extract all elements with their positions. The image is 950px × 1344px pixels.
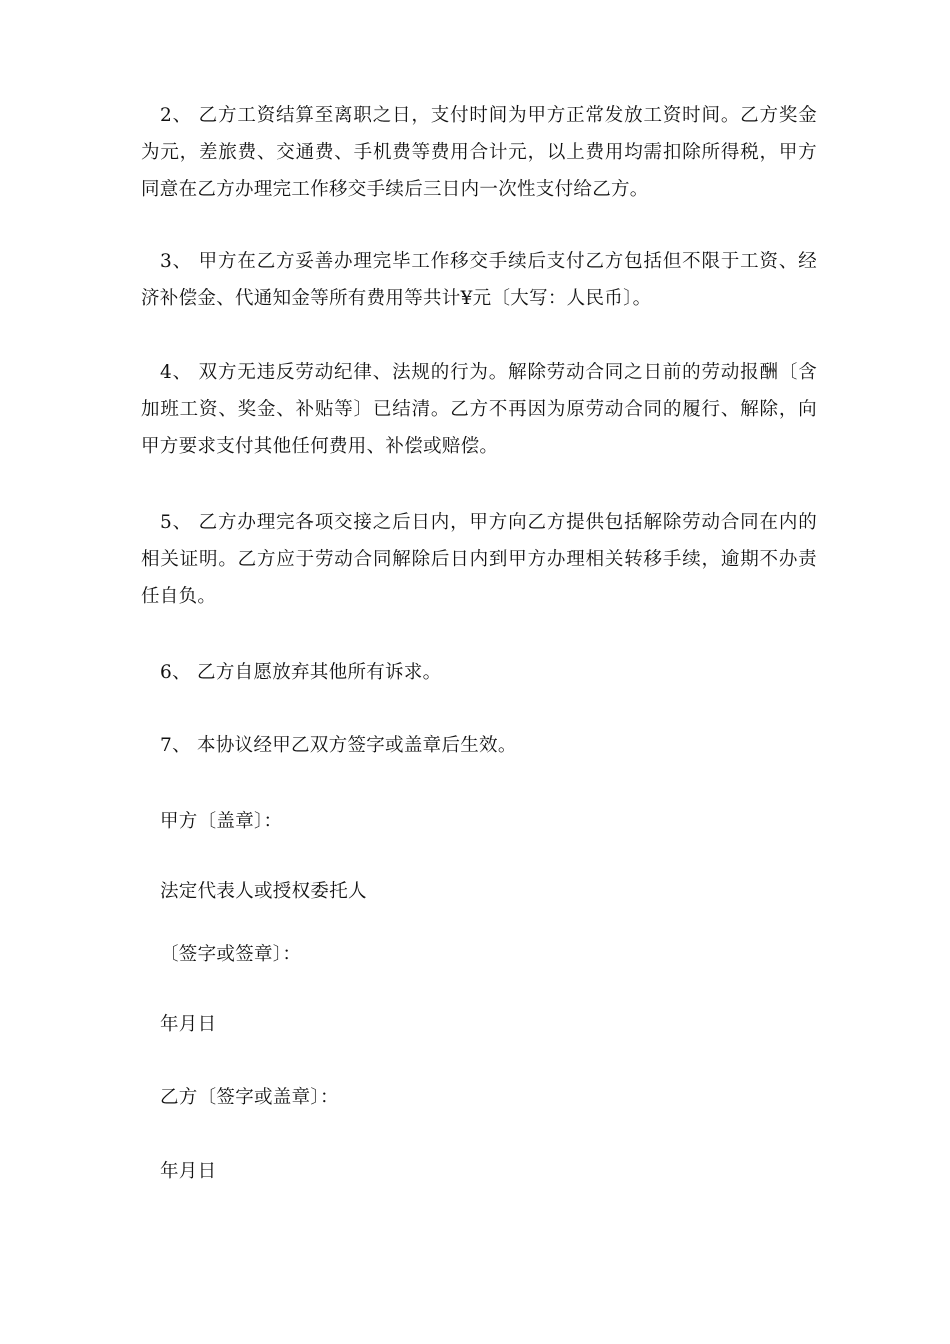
party-b-date: 年月日 <box>160 1161 217 1182</box>
clause-5: 5、 乙方办理完各项交接之后日内，甲方向乙方提供包括解除劳动合同在内的相关证明。乙方应于劳动合同解除后日内到甲方办理相关转移手续，逾期不办责任自负。 <box>141 512 817 607</box>
party-a-date: 年月日 <box>160 1014 217 1035</box>
party-a-seal-label: 甲方〔盖章〕： <box>160 811 283 832</box>
sign-or-seal-label: 〔签字或签章〕： <box>160 944 302 965</box>
clause-3: 3、 甲方在乙方妥善办理完毕工作移交手续后支付乙方包括但不限于工资、经济补偿金、代通知金等所有费用等共计¥元〔大写：人民币〕。 <box>141 251 817 309</box>
clause-6: 6、 乙方自愿放弃其他所有诉求。 <box>160 662 442 683</box>
party-b-sign-label: 乙方〔签字或盖章〕： <box>160 1087 339 1108</box>
clause-7: 7、 本协议经甲乙双方签字或盖章后生效。 <box>160 735 517 756</box>
clause-4: 4、 双方无违反劳动纪律、法规的行为。解除劳动合同之日前的劳动报酬〔含加班工资、奖金、补贴等〕已结清。乙方不再因为原劳动合同的履行、解除，向甲方要求支付其他任何费用、补偿或赔偿。 <box>141 362 817 457</box>
representative-label: 法定代表人或授权委托人 <box>160 881 367 902</box>
clause-2: 2、 乙方工资结算至离职之日，支付时间为甲方正常发放工资时间。乙方奖金为元，差旅费、交通费、手机费等费用合计元，以上费用均需扣除所得税，甲方同意在乙方办理完工作移交手续后三日内一次性支付给乙方。 <box>141 105 817 200</box>
